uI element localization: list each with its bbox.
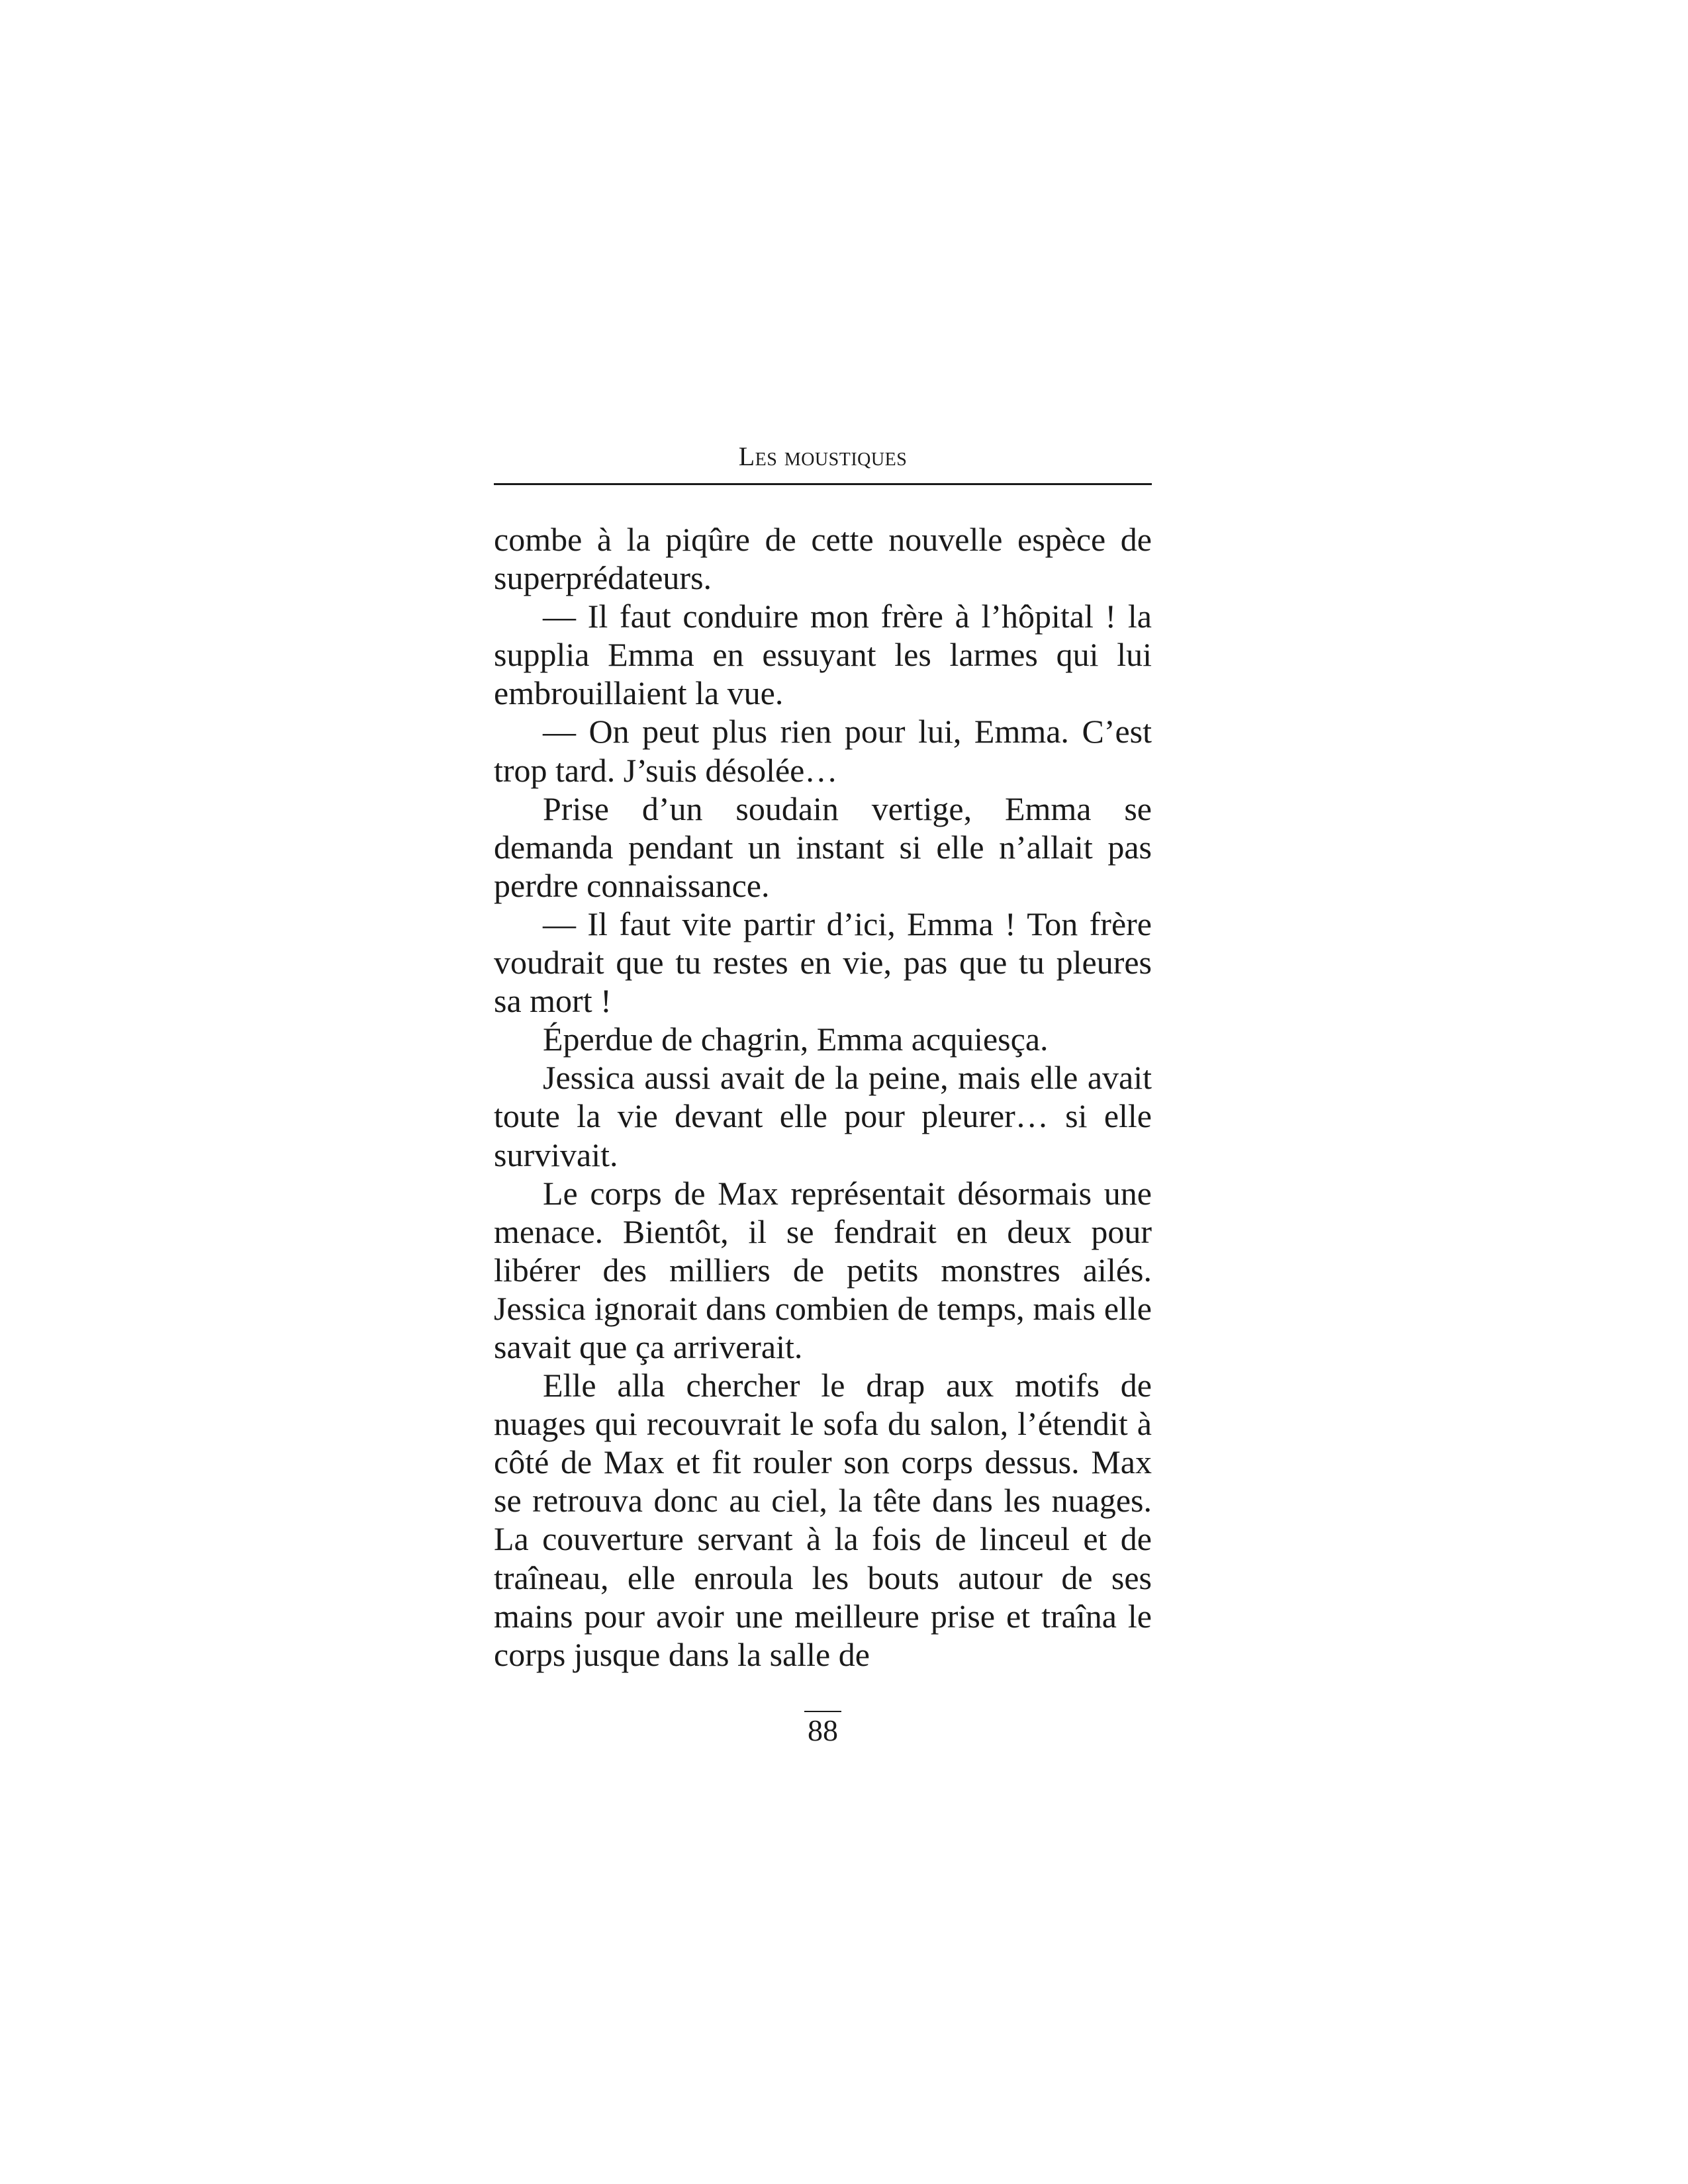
body-text bbox=[494, 520, 1152, 1674]
paragraph: combe à la piqûre de cette nouvelle espèce de superprédateurs. bbox=[494, 521, 1152, 597]
paragraph: — Il faut conduire mon frère à l’hôpital ! la supplia Emma en essuyant les larmes qui lui embrouillaient la vue. bbox=[494, 598, 1152, 712]
header-rule bbox=[494, 483, 1152, 485]
paragraph: — Il faut vite partir d’ici, Emma ! Ton frère voudrait que tu restes en vie, pas que tu pleures sa mort ! bbox=[494, 905, 1152, 1020]
page-number: 88 bbox=[804, 1711, 841, 1748]
paragraph: Elle alla chercher le drap aux motifs de nuages qui recouvrait le sofa du salon, l’étendit à côté de Max et fit rouler son corps dessus. Max se retrouva donc au ciel, la tête dans les nuages. La couverture servant à la fois de linceul et de traîneau, elle enroula les bouts autour de ses mains pour avoir une meilleure prise et traîna le corps jusque dans la salle de bbox=[494, 1367, 1152, 1673]
paragraph: Le corps de Max représentait désormais une menace. Bientôt, il se fendrait en deux pour libérer des milliers de petits monstres ailés. Jessica ignorait dans combien de temps, mais elle savait que ça arriverait. bbox=[494, 1174, 1152, 1365]
running-header: Les moustiques bbox=[738, 441, 908, 471]
paragraph: Jessica aussi avait de la peine, mais elle avait toute la vie devant elle pour pleurer… si elle survivait. bbox=[494, 1059, 1152, 1173]
paragraph: — On peut plus rien pour lui, Emma. C’est trop tard. J’suis désolée… bbox=[494, 713, 1152, 789]
paragraph: Prise d’un soudain vertige, Emma se demanda pendant un instant si elle n’allait pas perdre connaissance. bbox=[494, 790, 1152, 904]
paragraph: Éperdue de chagrin, Emma acquiesça. bbox=[543, 1021, 1049, 1058]
